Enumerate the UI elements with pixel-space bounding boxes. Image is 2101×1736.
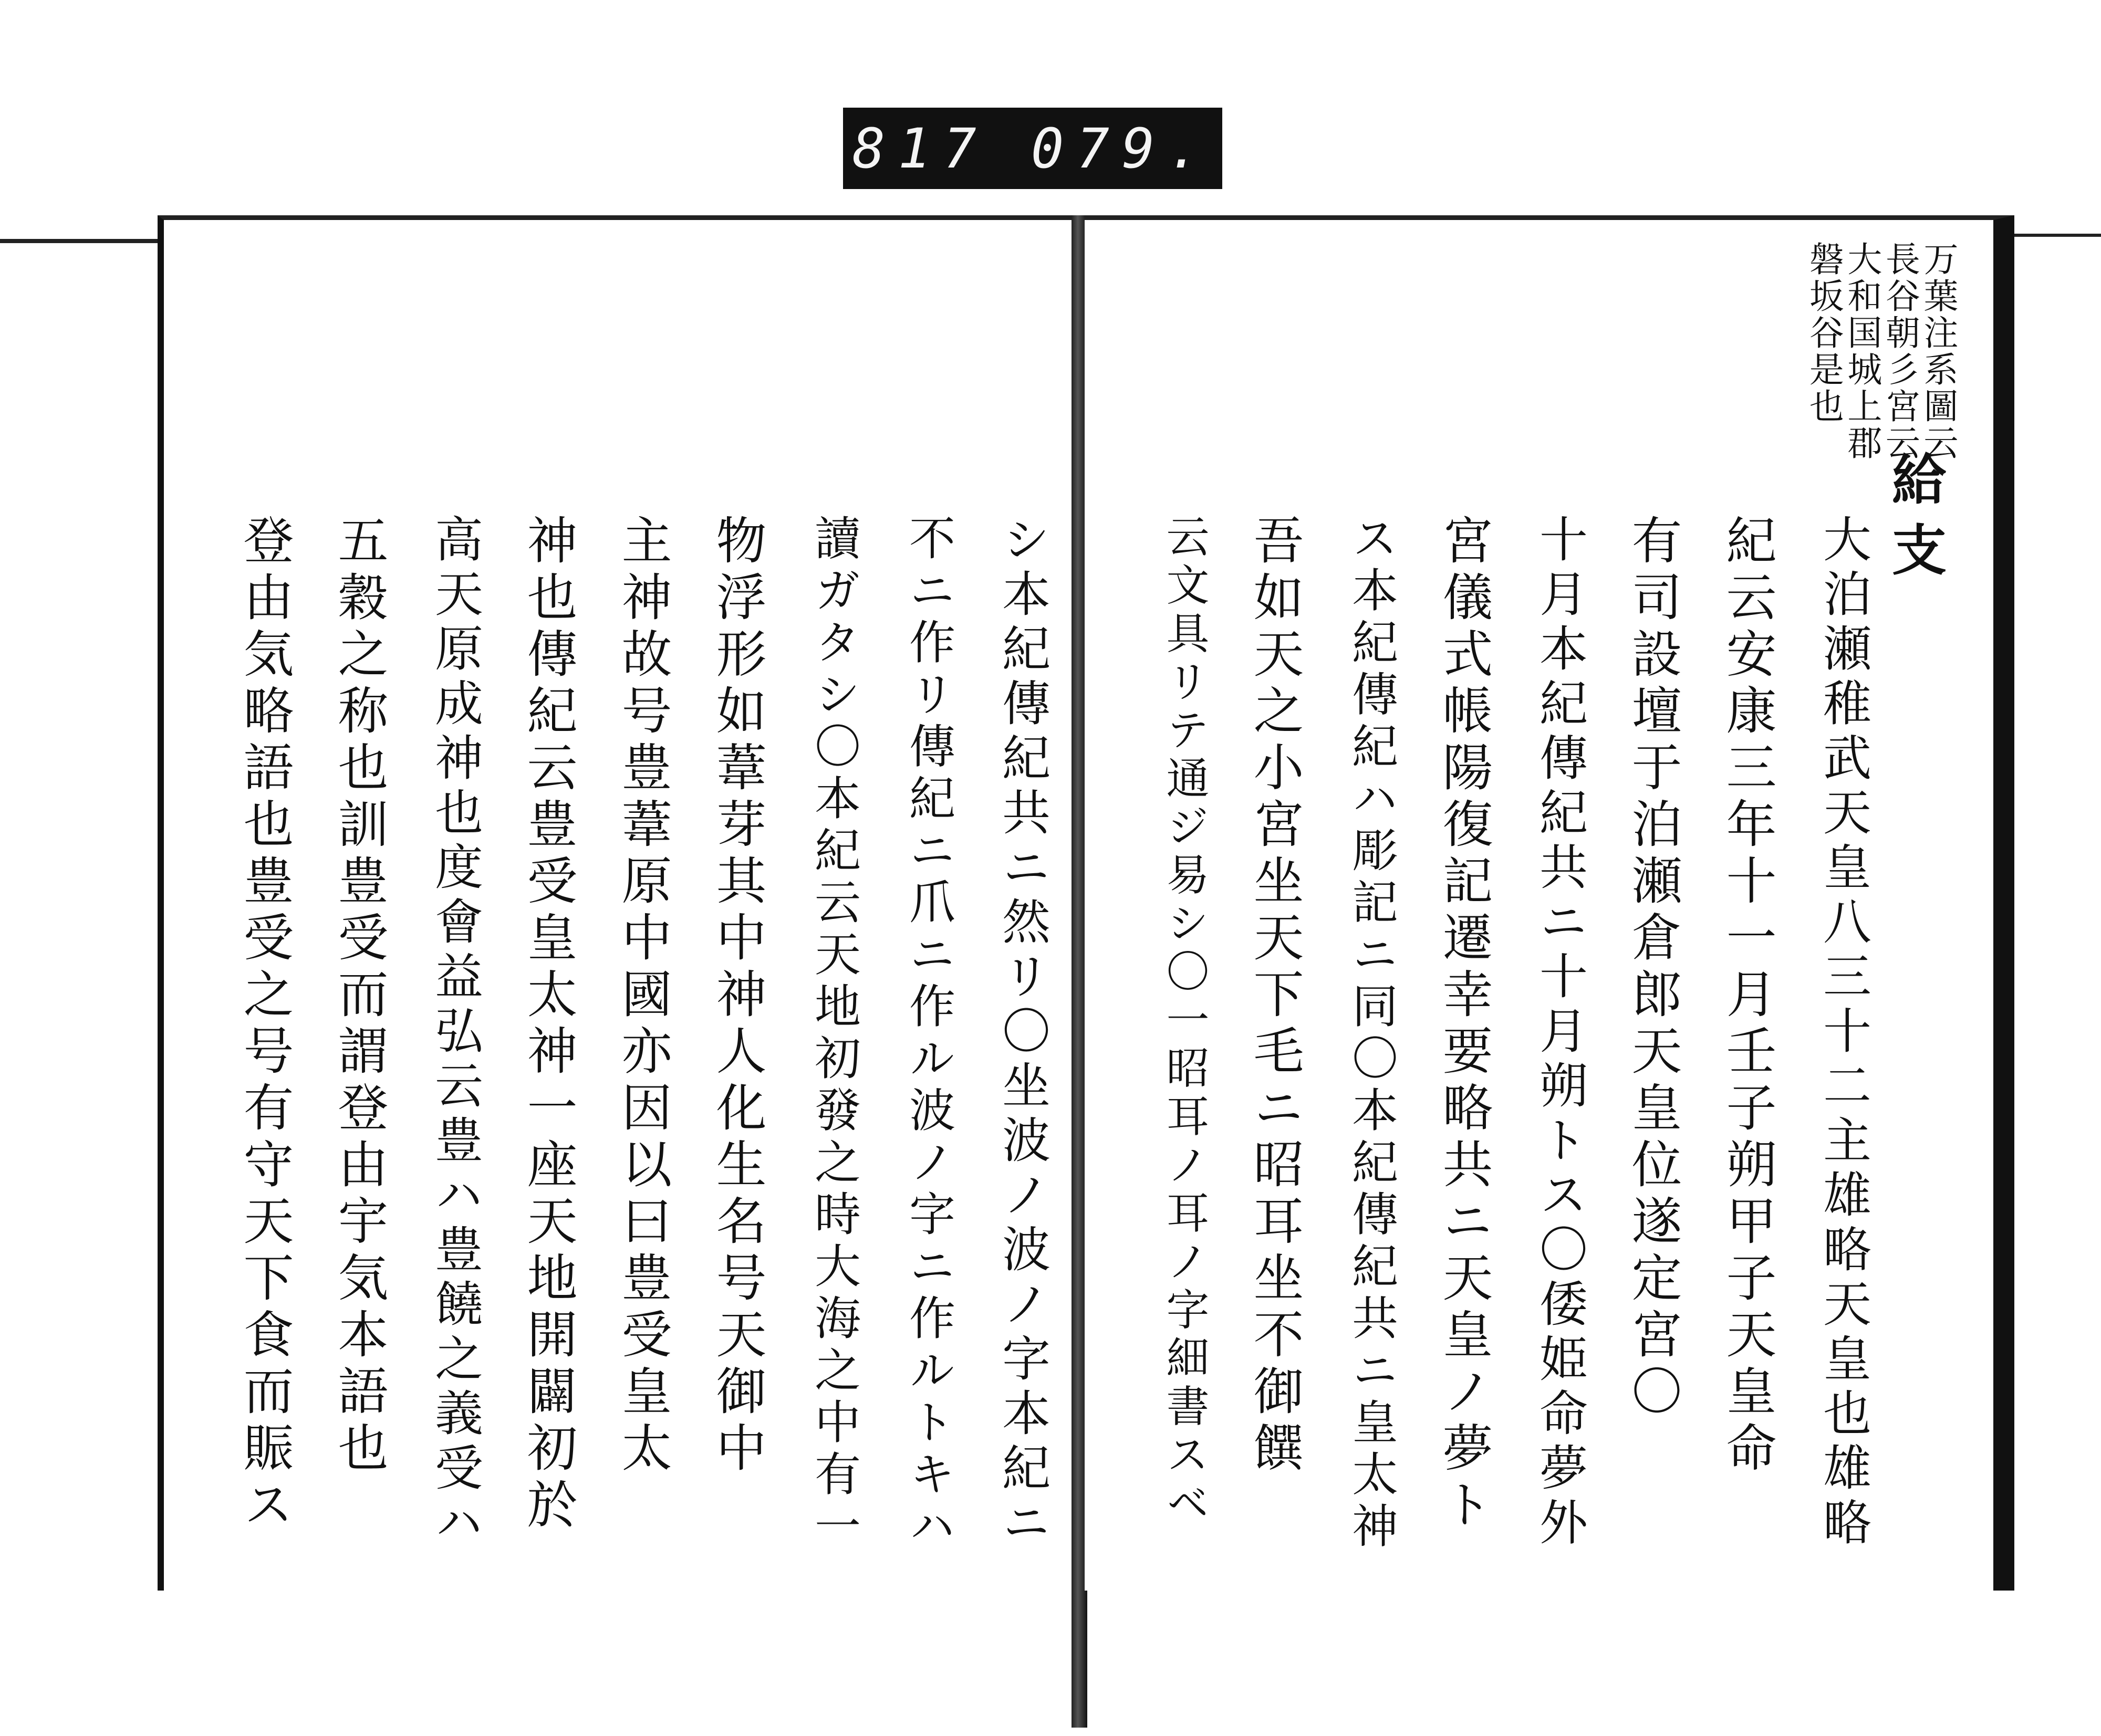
- right-column-3: 有司設壇于泊瀬倉郎天皇位遂定宮〇: [1624, 514, 1682, 1421]
- note-line-4: 磐坂谷是也: [1803, 241, 1844, 425]
- left-column-8: 五穀之称也訓豊受而謂登由宇気本語也: [330, 514, 389, 1478]
- note-line-3: 大和国城上郡: [1841, 241, 1882, 462]
- right-column-7: 吾如天之小宮坐天下毛ニ昭耳坐不御饌: [1245, 514, 1304, 1478]
- left-column-9: 登由気略語也豊受之号有守天下食而賑ス: [235, 514, 294, 1535]
- right-page: [1085, 215, 2014, 1591]
- right-column-2: 紀云安康三年十一月壬子朔甲子天皇命: [1718, 514, 1777, 1478]
- left-column-2: 不ニ作リ傳紀ニ爪ニ作ル波ノ字ニ作ルトキハ: [902, 514, 956, 1554]
- left-page: [158, 215, 1083, 1591]
- left-column-1: シ本紀傳紀共ニ然リ〇坐波ノ波ノ字本紀ニ: [994, 514, 1050, 1552]
- note-line-2: 長谷朝彡宮云: [1879, 241, 1920, 462]
- left-column-7: 高天原成神也度會益弘云豊ハ豊饒之義受ハ: [427, 514, 483, 1552]
- right-column-8: 云文具リテ通ジ易シ〇一昭耳ノ耳ノ字細書スベ: [1159, 514, 1209, 1529]
- right-column-5: 宮儀式帳陽復記遷幸要略共ニ天皇ノ夢ト: [1434, 514, 1493, 1535]
- left-column-5: 主神故号豊葦原中國亦因以曰豊受皇太: [613, 514, 672, 1478]
- right-column-6: ス本紀傳紀ハ彫記ニ同〇本紀傳紀共ニ皇太神: [1345, 514, 1399, 1554]
- right-number: 079.: [1031, 116, 1213, 181]
- right-column-1: 大泊瀬稚武天皇八三十二主雄略天皇也雄略: [1815, 514, 1871, 1552]
- note-line-1: 万葉注系圖云: [1918, 241, 1958, 462]
- page-edge-right: [2012, 234, 2101, 237]
- left-column-3: 讀ガタシ〇本紀云天地初發之時大海之中有一: [807, 514, 861, 1554]
- section-heading: 給支: [1882, 451, 1947, 592]
- open-book: [142, 215, 2033, 1596]
- left-column-6: 神也傳紀云豊受皇太神一座天地開闢初於: [519, 514, 578, 1535]
- reel-number-label: [843, 108, 1222, 189]
- left-column-4: 物浮形如葦芽其中神人化生名号天御中: [708, 514, 767, 1478]
- right-column-4: 十月本紀傳紀共ニ十月朔トス〇倭姫命夢外: [1532, 514, 1588, 1552]
- left-number: 817: [852, 116, 989, 181]
